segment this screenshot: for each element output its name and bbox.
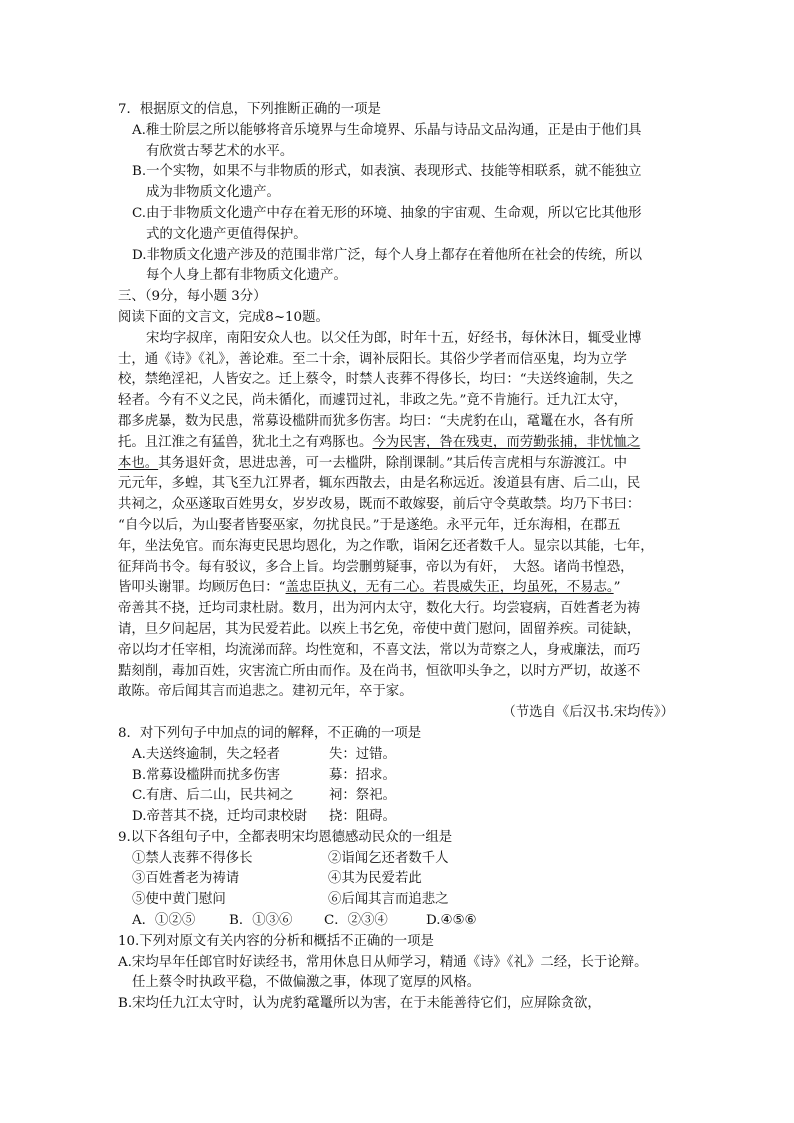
passage-line bbox=[118, 454, 678, 475]
passage-line: 共祠之，众巫遂取百姓男女，岁岁改易，既而不敢嫁娶，前后守令莫敢禁。均乃下书曰： bbox=[118, 497, 641, 513]
section3-heading: 三、（9分，每小题 3分） bbox=[118, 289, 267, 305]
passage-line: “自今以后，为山娶者皆娶巫家，勿扰良民。”于是遂绝。永平元年，迁东海相，在郡五 bbox=[118, 517, 621, 533]
passage-line: 征拜尚书令。每有驳议，多合上旨。均尝删剪疑事，帝以为有奸， 大怒。诸尚书惶恐， bbox=[118, 559, 634, 575]
q9-choices-row bbox=[118, 911, 678, 932]
q9-choice-c: C．②③④ bbox=[324, 913, 388, 929]
q8-option-d-gloss: 挠：阻碍。 bbox=[329, 809, 396, 825]
passage-text: 皆叩头谢罪。均顾厉色曰：“ bbox=[118, 580, 286, 596]
passage-text: 托。且江淮之有猛兽，犹北土之有鸡豚也。 bbox=[118, 434, 373, 450]
q7-option-c: C.由于非物质文化遗产中存在着无形的环境、抽象的宇宙观、生命观，所以它比其他形 bbox=[132, 205, 642, 221]
q9-item: ③百姓耆老为祷请 bbox=[132, 871, 240, 887]
q9-item: ⑤使中黄门慰问 bbox=[132, 892, 226, 908]
passage-text: ” bbox=[613, 580, 621, 596]
q9-choice-b: B．①③⑥ bbox=[229, 913, 293, 929]
q9-items-row bbox=[118, 869, 678, 890]
section3-intro: 阅读下面的文言文，完成8~10题。 bbox=[118, 309, 329, 325]
q9-stem: 9.以下各组句子中，全都表明宋均恩德感动民众的一组是 bbox=[118, 829, 453, 845]
passage-line: 郡多虎暴，数为民患，常募设槛阱而犹多伤害。均曰：“夫虎豹在山，鼋鼍在水，各有所 bbox=[118, 413, 634, 429]
q8-option-b-gloss: 募：招求。 bbox=[329, 767, 396, 783]
q8-option-c-sentence: C.有唐、后二山，民共祠之 bbox=[132, 788, 294, 804]
passage-line: 帝以均才任宰相，均流涕而辞。均性宽和，不喜文法，常以为苛察之人，身戒廉法，而巧 bbox=[118, 642, 641, 658]
passage-text: 其务退奸贪，思进忠善，可一去槛阱，除削课制。”其后传言虎相与东游渡江。中 bbox=[158, 455, 627, 471]
exam-content bbox=[118, 100, 678, 1015]
q8-option-a-gloss: 失：过错。 bbox=[329, 746, 396, 762]
passage-source: （节选自《后汉书.宋均传》） bbox=[502, 705, 674, 721]
passage-line: 年，坐法免官。而东海吏民思均恩化，为之作歌，诣闲乞还者数千人。显宗以其能，七年， bbox=[118, 538, 654, 554]
q7-option-a-cont: 有欣赏古琴艺术的水平。 bbox=[146, 143, 294, 159]
q7-option-d-cont: 每个人身上都有非物质文化遗产。 bbox=[146, 268, 347, 284]
underlined-sentence-1: 今为民害，咎在残吏，而劳勤张捕，非忧恤之 bbox=[372, 434, 641, 450]
passage-line bbox=[118, 578, 678, 599]
q7-option-c-cont: 式的文化遗产更值得保护。 bbox=[146, 226, 307, 242]
q8-stem: 8．对下列句子中加点的词的解释，不正确的一项是 bbox=[118, 725, 422, 741]
passage-line: 宋均字叔庠，南阳安众人也。以父任为郎，时年十五，好经书，每休沐日，辄受业博 bbox=[146, 330, 642, 346]
q7-stem: 7．根据原文的信息，下列推断正确的一项是 bbox=[118, 102, 381, 117]
q9-item: ①禁人丧葬不得侈长 bbox=[132, 850, 253, 866]
passage-line: 轻者。今有不义之民，尚未循化，而遽罚过礼，非政之先。”竟不肯施行。迁九江太守， bbox=[118, 393, 627, 409]
q10-option-b: B.宋均任九江太守时，认为虎豹鼋鼍所以为害，在于未能善待它们，应屏除贪欲， bbox=[118, 996, 601, 1012]
q7-option-b: B.一个实物，如果不与非物质的形式，如表演、表现形式、技能等相联系，就不能独立 bbox=[132, 164, 642, 180]
q8-option-c-gloss: 祠：祭祀。 bbox=[329, 788, 396, 804]
q7-option-d: D.非物质文化遗产涉及的范围非常广泛，每个人身上都存在着他所在社会的传统，所以 bbox=[132, 247, 642, 263]
q10-stem: 10.下列对原文有关内容的分析和概括不正确的一项是 bbox=[118, 933, 434, 949]
passage-line: 黠刻削，毒加百姓，灾害流亡所由而作。及在尚书，恒欲叩头争之，以时方严切，故遂不 bbox=[118, 663, 641, 679]
q10-option-a-cont: 任上蔡令时执政平稳，不做偏激之事，体现了宽厚的风格。 bbox=[132, 975, 481, 991]
q9-choice-a: A．①②⑤ bbox=[132, 913, 196, 929]
q8-option-c bbox=[118, 786, 678, 807]
passage-line bbox=[118, 433, 678, 454]
passage-line: 元元年，多蝗，其飞至九江界者，辄东西散去，由是名称远近。浚道县有唐、后二山，民 bbox=[118, 476, 641, 492]
underlined-sentence-2: 盖忠臣执义，无有二心。若畏威失正，均虽死，不易志。 bbox=[285, 580, 614, 596]
q8-option-d-sentence: D.帝菩其不挠，迁均司隶校尉 bbox=[132, 809, 308, 825]
passage-line: 敢陈。帝后闻其言而追悲之。建初元年，卒于家。 bbox=[118, 684, 413, 700]
underlined-sentence-1-cont: 本也。 bbox=[118, 455, 159, 471]
q8-option-b bbox=[118, 766, 678, 787]
q7-option-a: A.稚士阶层之所以能够将音乐境界与生命境界、乐晶与诗品文品沟通，正是由于他们具 bbox=[132, 122, 642, 138]
q9-choice-d: D.④⑤⑥ bbox=[426, 913, 477, 929]
q9-items-row bbox=[118, 849, 678, 870]
passage-line: 校，禁绝淫祀，人皆安之。迁上蔡令，时禁人丧葬不得侈长，均曰：“夫送终逾制，失之 bbox=[118, 372, 634, 388]
q8-option-b-sentence: B.常募设槛阱而扰多伤害 bbox=[132, 767, 281, 783]
passage-line: 帝善其不挠，迁均司隶杜尉。数月，出为河内太守，数化大行。均尝寝病，百姓耆老为祷 bbox=[118, 601, 641, 617]
q8-option-d bbox=[118, 807, 678, 828]
passage-line: 请，旦夕问起居，其为民爱若此。以疾上书乞免，帝使中黄门慰问，固留养疾。司徒缺， bbox=[118, 621, 641, 637]
q8-option-a bbox=[118, 745, 678, 766]
passage-line: 士，通《诗》《礼》，善论难。至二十余，调补辰阳长。其俗少学者而信巫鬼，均为立学 bbox=[118, 351, 627, 367]
q7-option-b-cont: 成为非物质文化遗产。 bbox=[146, 185, 280, 201]
q10-option-a: A.宋均早年任郎官时好读经书，常用休息日从师学习，精通《诗》《礼》二经，长于论辩。 bbox=[118, 954, 648, 970]
q9-item: ②诣闻乞还者数千人 bbox=[328, 850, 449, 866]
q9-items-row bbox=[118, 890, 678, 911]
q9-item: ④其为民爱若此 bbox=[328, 871, 422, 887]
q9-item: ⑥后闻其言而追悲之 bbox=[328, 892, 449, 908]
q8-option-a-sentence: A.夫送终逾制，失之轻者 bbox=[132, 746, 280, 762]
